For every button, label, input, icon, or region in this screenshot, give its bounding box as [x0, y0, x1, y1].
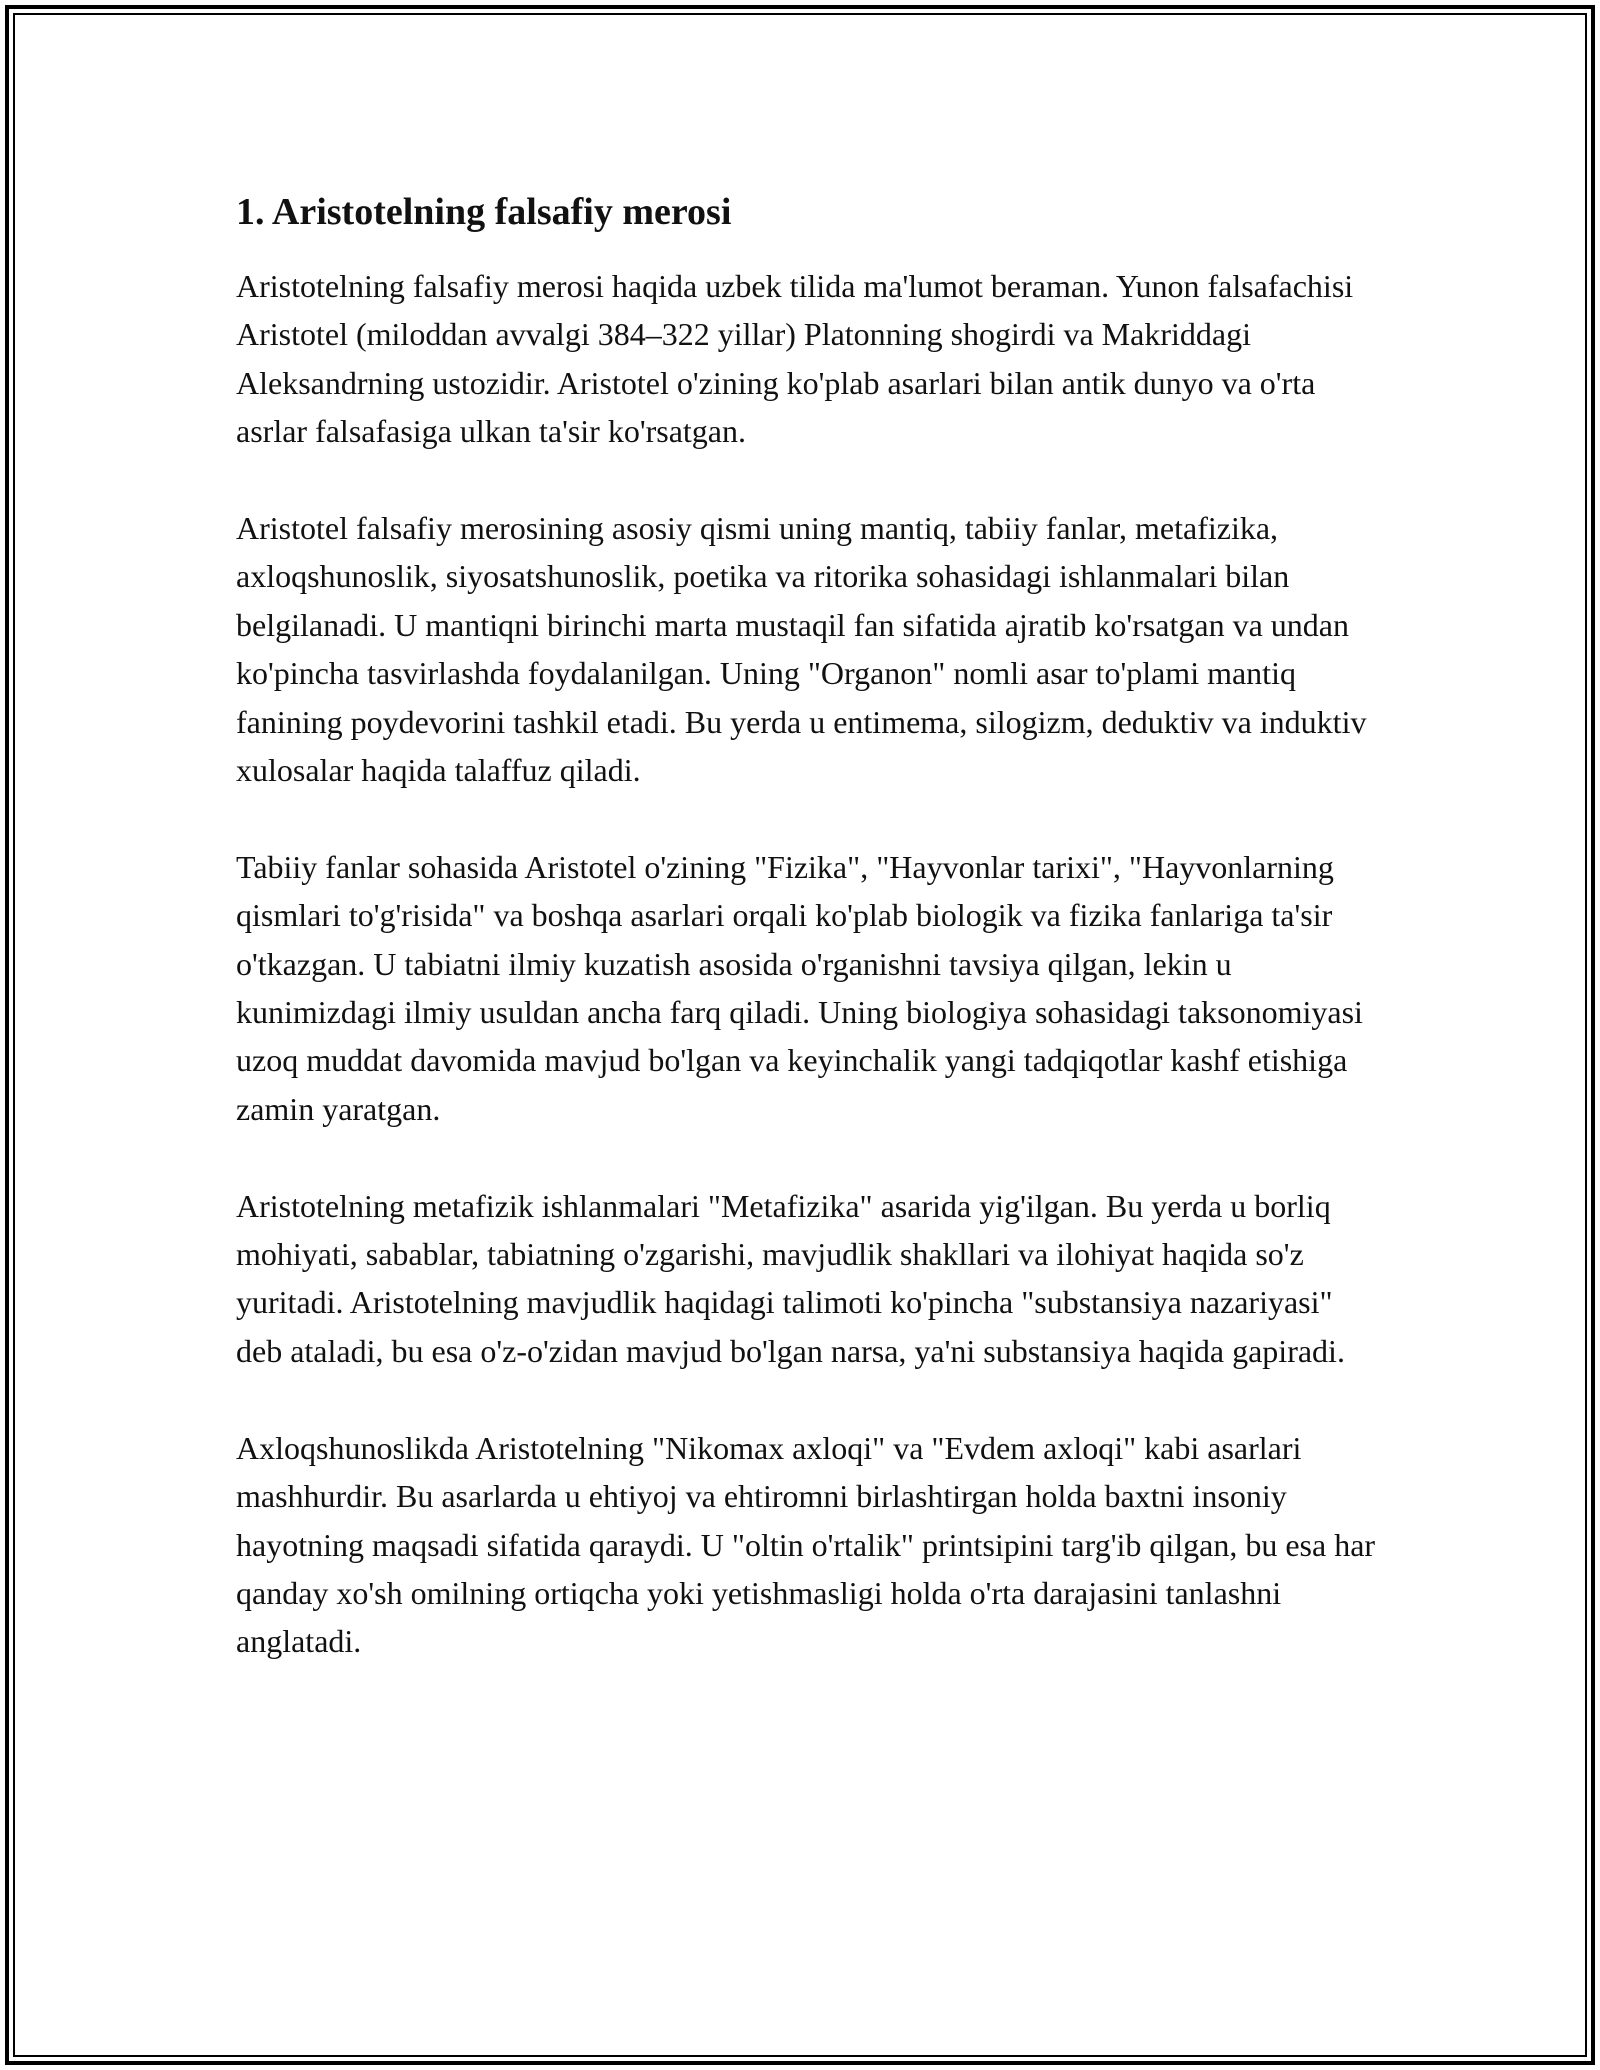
document-body: [236, 188, 1376, 1714]
paragraph-natural-sciences: Tabiiy fanlar sohasida Aristotel o'zining "Fizika", "Hayvonlar tarixi", "Hayvonlarning qismlari to'g'risida" va boshqa asarlari orqali ko'plab biologik va fizika fanlariga ta'sir o'tkazgan. U tabiatni ilmiy kuzatish asosida o'rganishni tavsiya qilgan, lekin u kunimizdagi ilmiy usuldan ancha farq qiladi. Uning biologiya sohasidagi taksonomiyasi uzoq muddat davomida mavjud bo'lgan va keyinchalik yangi tadqiqotlar kashf etishiga zamin yaratgan.: [236, 848, 1363, 1127]
paragraph-intro: Aristotelning falsafiy merosi haqida uzbek tilida ma'lumot beraman. Yunon falsafachisi Aristotel (miloddan avvalgi 384–322 yillar) Platonning shogirdi va Makriddagi Aleksandrning ustozidir. Aristotel o'zining ko'plab asarlari bilan antik dunyo va o'rta asrlar falsafasiga ulkan ta'sir ko'rsatgan.: [236, 268, 1354, 450]
section-heading: 1. Aristotelning falsafiy merosi: [236, 191, 732, 233]
paragraph-ethics: Axloqshunoslikda Aristotelning "Nikomax axloqi" va "Evdem axloqi" kabi asarlari mashhurdir. Bu asarlarda u ehtiyoj va ehtiromni birlashtirgan holda baxtni insoniy hayotning maqsadi sifatida qaraydi. U "oltin o'rtalik" printsipini targ'ib qilgan, bu esa har qanday xo'sh omilning ortiqcha yoki yetishmasligi holda o'rta darajasini tanlashni anglatadi.: [236, 1429, 1376, 1660]
paragraph-metaphysics: Aristotelning metafizik ishlanmalari "Metafizika" asarida yig'ilgan. Bu yerda u borliq mohiyati, sabablar, tabiatning o'zgarishi, mavjudlik shakllari va ilohiyat haqida so'z yuritadi. Aristotelning mavjudlik haqidagi talimoti ko'pincha "substansiya nazariyasi" deb ataladi, bu esa o'z-o'zidan mavjud bo'lgan narsa, ya'ni substansiya haqida gapiradi.: [236, 1187, 1345, 1369]
paragraph-logic: Aristotel falsafiy merosining asosiy qismi uning mantiq, tabiiy fanlar, metafizika, axloqshunoslik, siyosatshunoslik, poetika va ritorika sohasidagi ishlanmalari bilan belgilanadi. U mantiqni birinchi marta mustaqil fan sifatida ajratib ko'rsatgan va undan ko'pincha tasvirlashda foydalanilgan. Uning "Organon" nomli asar to'plami mantiq fanining poydevorini tashkil etadi. Bu yerda u entimema, silogizm, deduktiv va induktiv xulosalar haqida talaffuz qiladi.: [236, 510, 1367, 789]
